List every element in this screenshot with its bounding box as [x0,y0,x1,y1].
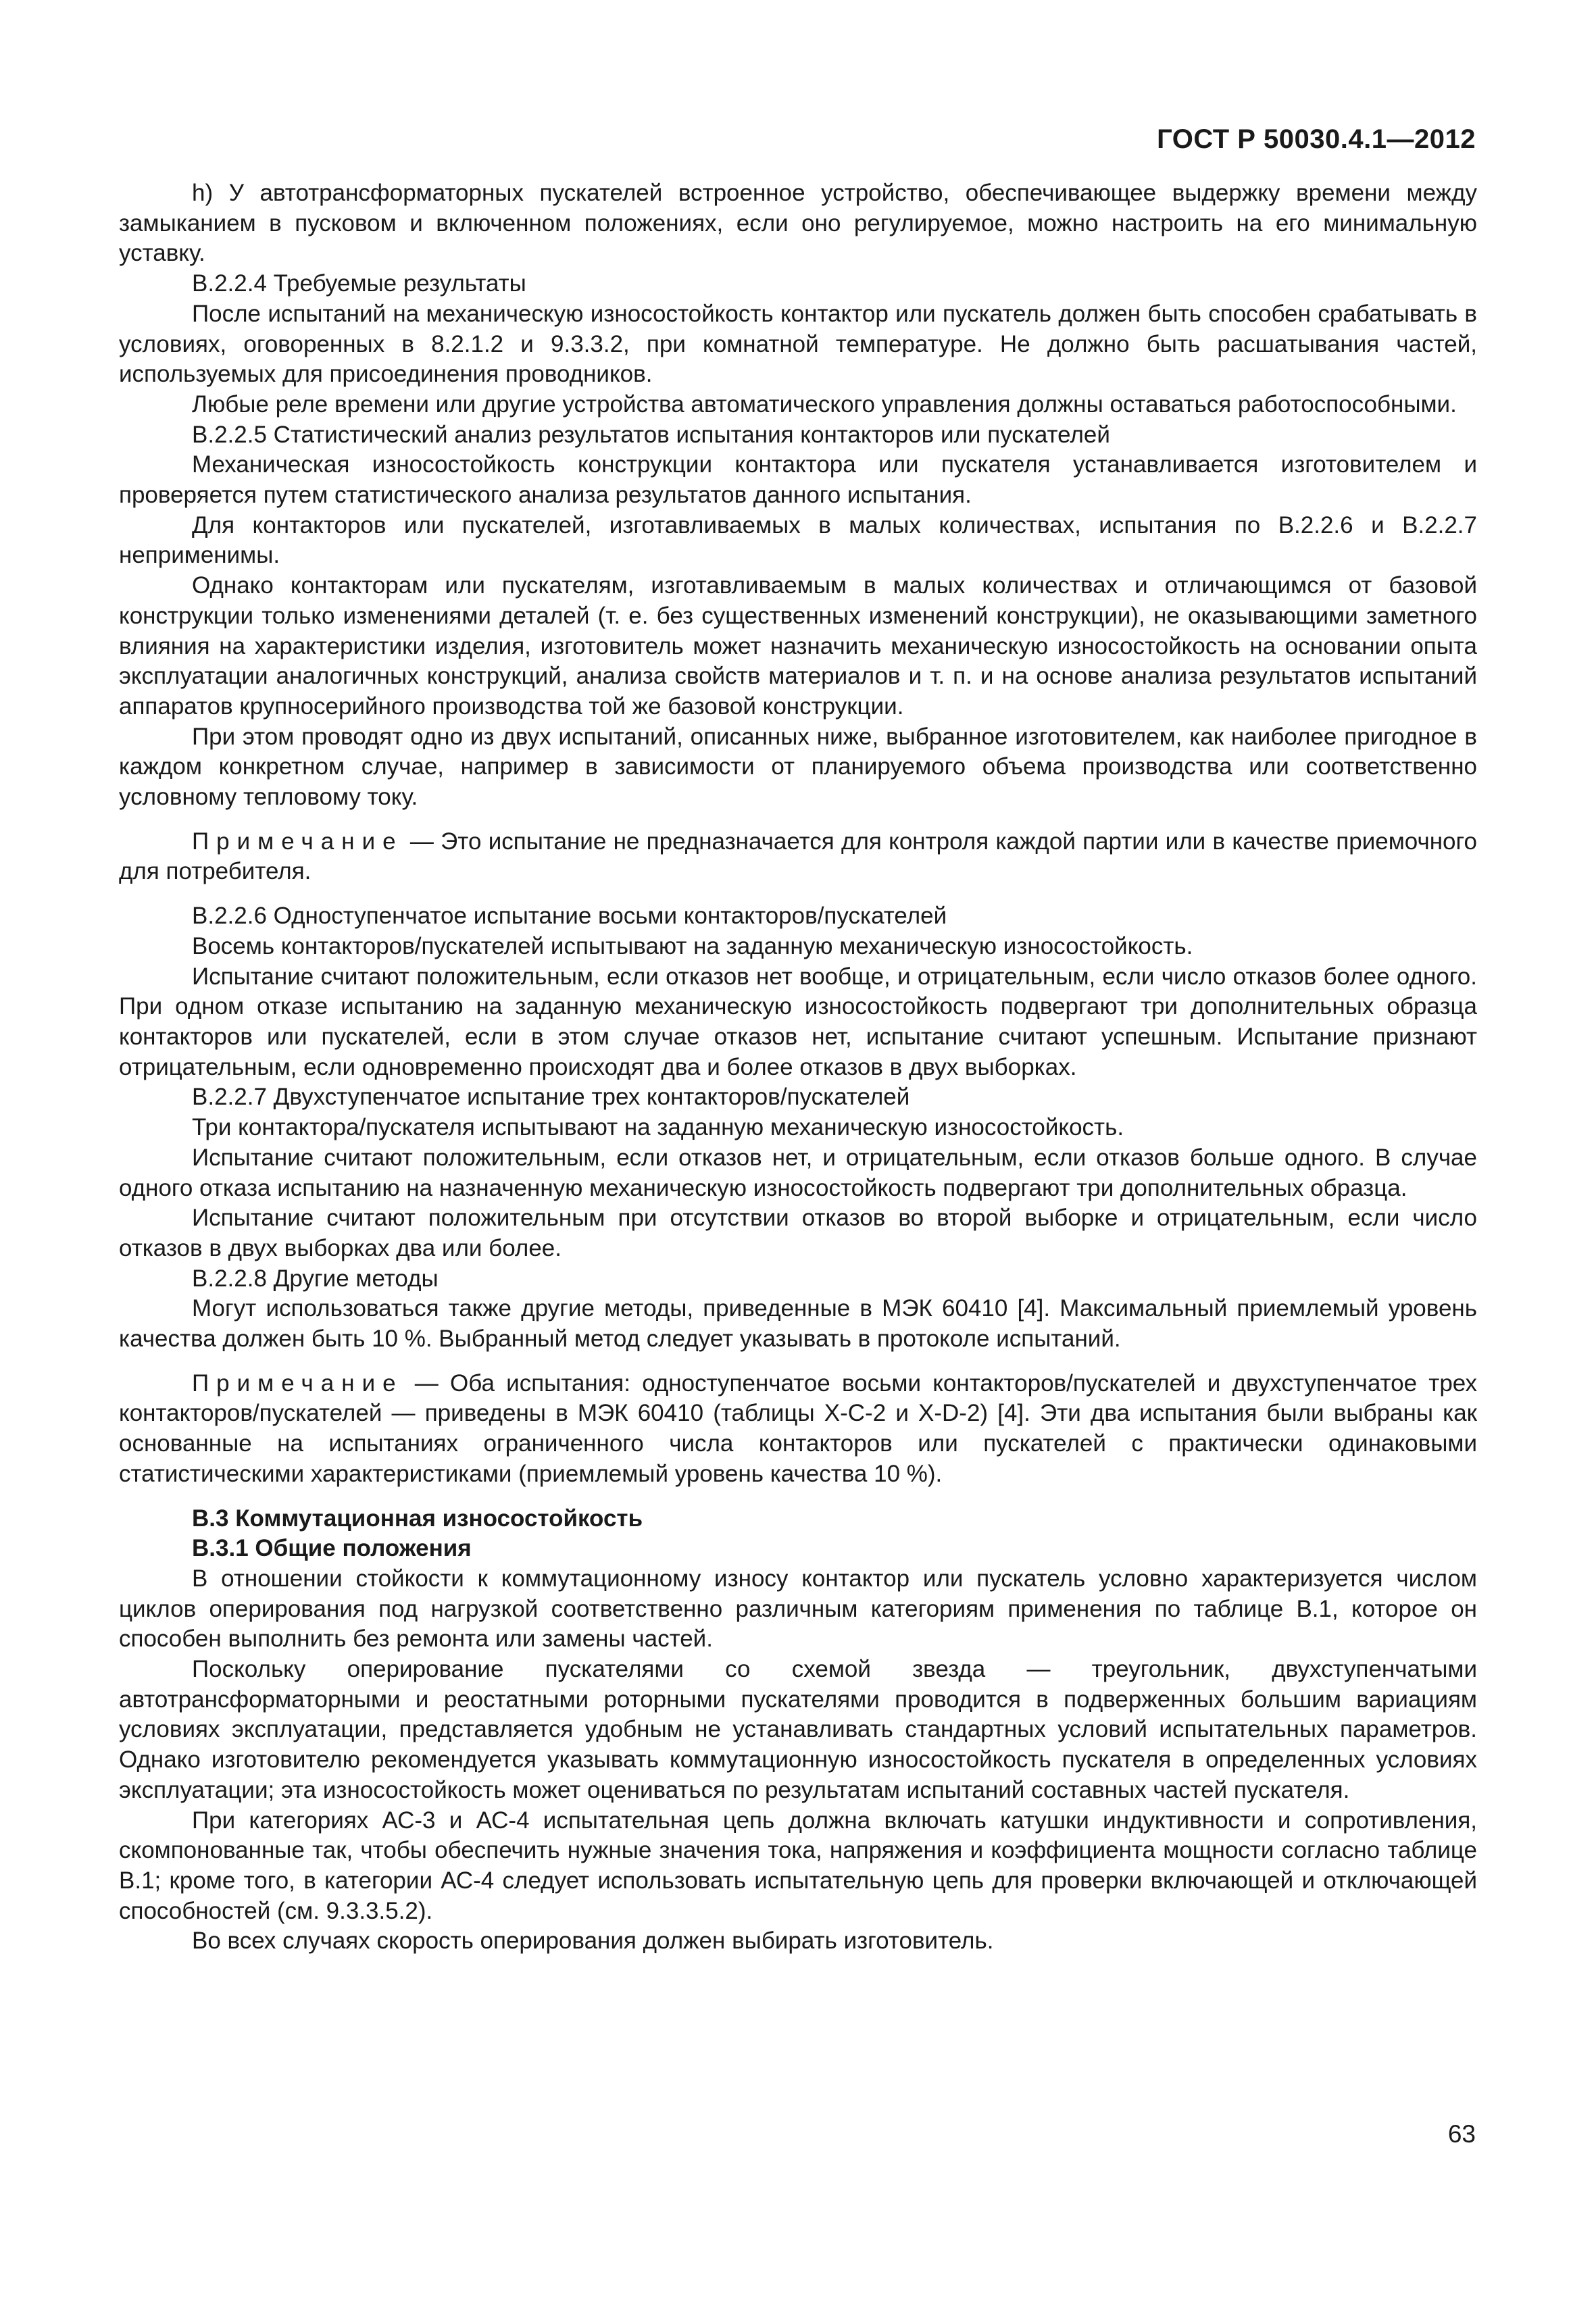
paragraph: Для контакторов или пускателей, изготавливаемых в малых количествах, испытания по В.2.2.6 и В.2.2.7 неприменимы. [119,511,1477,569]
page-number: 63 [1447,2120,1476,2148]
paragraph: Испытание считают положительным при отсутствии отказов во второй выборке и отрицательным, если число отказов в двух выборках два или более. [119,1205,1477,1261]
note [119,827,1477,887]
section-subheading: В.3.1 Общие положения [192,1535,472,1562]
paragraph: Восемь контакторов/пускателей испытывают на заданную механическую износостойкость. [192,932,1193,959]
note [119,1369,1477,1490]
subsection-title: В.2.2.4 Требуемые результаты [192,270,526,297]
paragraph: Однако контакторам или пускателям, изготавливаемым в малых количествах и отличающимся от базовой конструкции только изменениями деталей (т. е. без существенных изменений конструкции), не оказывающими заметного влияния на характеристики изделия, изготовитель может назначить механическую износостойкость на основании опыта эксплуатации аналогичных конструкций, анализа свойств материалов и т. п. и на основе анализа результатов испытаний аппаратов крупносерийного производства той же базовой конструкции. [119,572,1477,720]
subsection-title: В.2.2.7 Двухступенчатое испытание трех контакторов/пускателей [192,1084,910,1111]
subsection-title: В.2.2.6 Одноступенчатое испытание восьми контакторов/пускателей [192,903,947,930]
paragraph: Любые реле времени или другие устройства автоматического управления должны оставаться работоспособными. [192,391,1457,418]
section-heading: В.3 Коммутационная износостойкость [192,1505,643,1532]
paragraph: Механическая износостойкость конструкции контактора или пускателя устанавливается изготовителем и проверяется путем статистического анализа результатов данного испытания. [119,451,1477,509]
note-label: Примечание [192,1369,403,1397]
paragraph: Три контактора/пускателя испытывают на заданную механическую износостойкость. [192,1114,1124,1141]
note-text: — Оба испытания: одноступенчатое восьми контакторов/пускателей и двухступенчатое трех контакторов/пускателей — приведены в МЭК 60410 (таблицы X-C-2 и X-D-2) [4]. Эти два испытания были выбраны как основанные на испытаниях ограниченного числа контакторов или пускателей с практически одинаковыми статистическими характеристиками (приемлемый уровень качества 10 %). [119,1369,1477,1487]
paragraph: После испытаний на механическую износостойкость контактор или пускатель должен быть способен срабатывать в условиях, оговоренных в 8.2.1.2 и 9.3.3.2, при комнатной температуре. Не должно быть расшатывания частей, используемых для присоединения проводников. [119,300,1477,388]
note-text: — Это испытание не предназначается для контроля каждой партии или в качестве приемочного для потребителя. [119,828,1477,885]
paragraph: При этом проводят одно из двух испытаний, описанных ниже, выбранное изготовителем, как наиболее пригодное в каждом конкретном случае, например в зависимости от планируемого объема производства или соответственно условному тепловому току. [119,723,1477,811]
document-body [119,178,1477,1957]
paragraph: В отношении стойкости к коммутационному износу контактор или пускатель условно характеризуется числом циклов оперирования под нагрузкой соответственно различным категориям применения по таблице В.1, которое он способен выполнить без ремонта или замены частей. [119,1565,1477,1653]
subsection-title: В.2.2.8 Другие методы [192,1265,439,1292]
paragraph: h) У автотрансформаторных пускателей встроенное устройство, обеспечивающее выдержку времени между замыканием в пусковом и включенном положениях, если оно регулируемое, можно настроить на его минимальную уставку. [119,180,1477,267]
subsection-title: В.2.2.5 Статистический анализ результатов испытания контакторов или пускателей [192,421,1110,448]
paragraph: Испытание считают положительным, если отказов нет вообще, и отрицательным, если число отказов более одного. При одном отказе испытанию на заданную механическую износостойкость подвергают три дополнительных образца контакторов или пускателей, если в этом случае отказов нет, испытание считают успешным. Испытание признают отрицательным, если одновременно происходят два и более отказов в двух выборках. [119,963,1477,1080]
note-label: Примечание [192,828,403,855]
document-header: ГОСТ Р 50030.4.1—2012 [1157,124,1476,154]
paragraph: Во всех случаях скорость оперирования должен выбирать изготовитель. [192,1928,994,1955]
paragraph: При категориях АС-3 и АС-4 испытательная цепь должна включать катушки индуктивности и сопротивления, скомпонованные так, чтобы обеспечить нужные значения тока, напряжения и коэффициента мощности согласно таблице В.1; кроме того, в категории АС-4 следует использовать испытательную цепь для проверки включающей и отключающей способностей (см. 9.3.3.5.2). [119,1807,1477,1924]
paragraph: Испытание считают положительным, если отказов нет, и отрицательным, если отказов больше одного. В случае одного отказа испытанию на назначенную механическую износостойкость подвергают три дополнительных образца. [119,1144,1477,1201]
paragraph: Могут использоваться также другие методы, приведенные в МЭК 60410 [4]. Максимальный приемлемый уровень качества должен быть 10 %. Выбранный метод следует указывать в протоколе испытаний. [119,1295,1477,1353]
paragraph: Поскольку оперирование пускателями со схемой звезда — треугольник, двухступенчатыми автотрансформаторными и реостатными роторными пускателями проводится в подверженных большим вариациям условиях эксплуатации, представляется удобным не устанавливать стандартных условий испытательных параметров. Однако изготовителю рекомендуется указывать коммутационную износостойкость пускателя в определенных условиях эксплуатации; эта износостойкость может оцениваться по результатам испытаний составных частей пускателя. [119,1656,1477,1803]
